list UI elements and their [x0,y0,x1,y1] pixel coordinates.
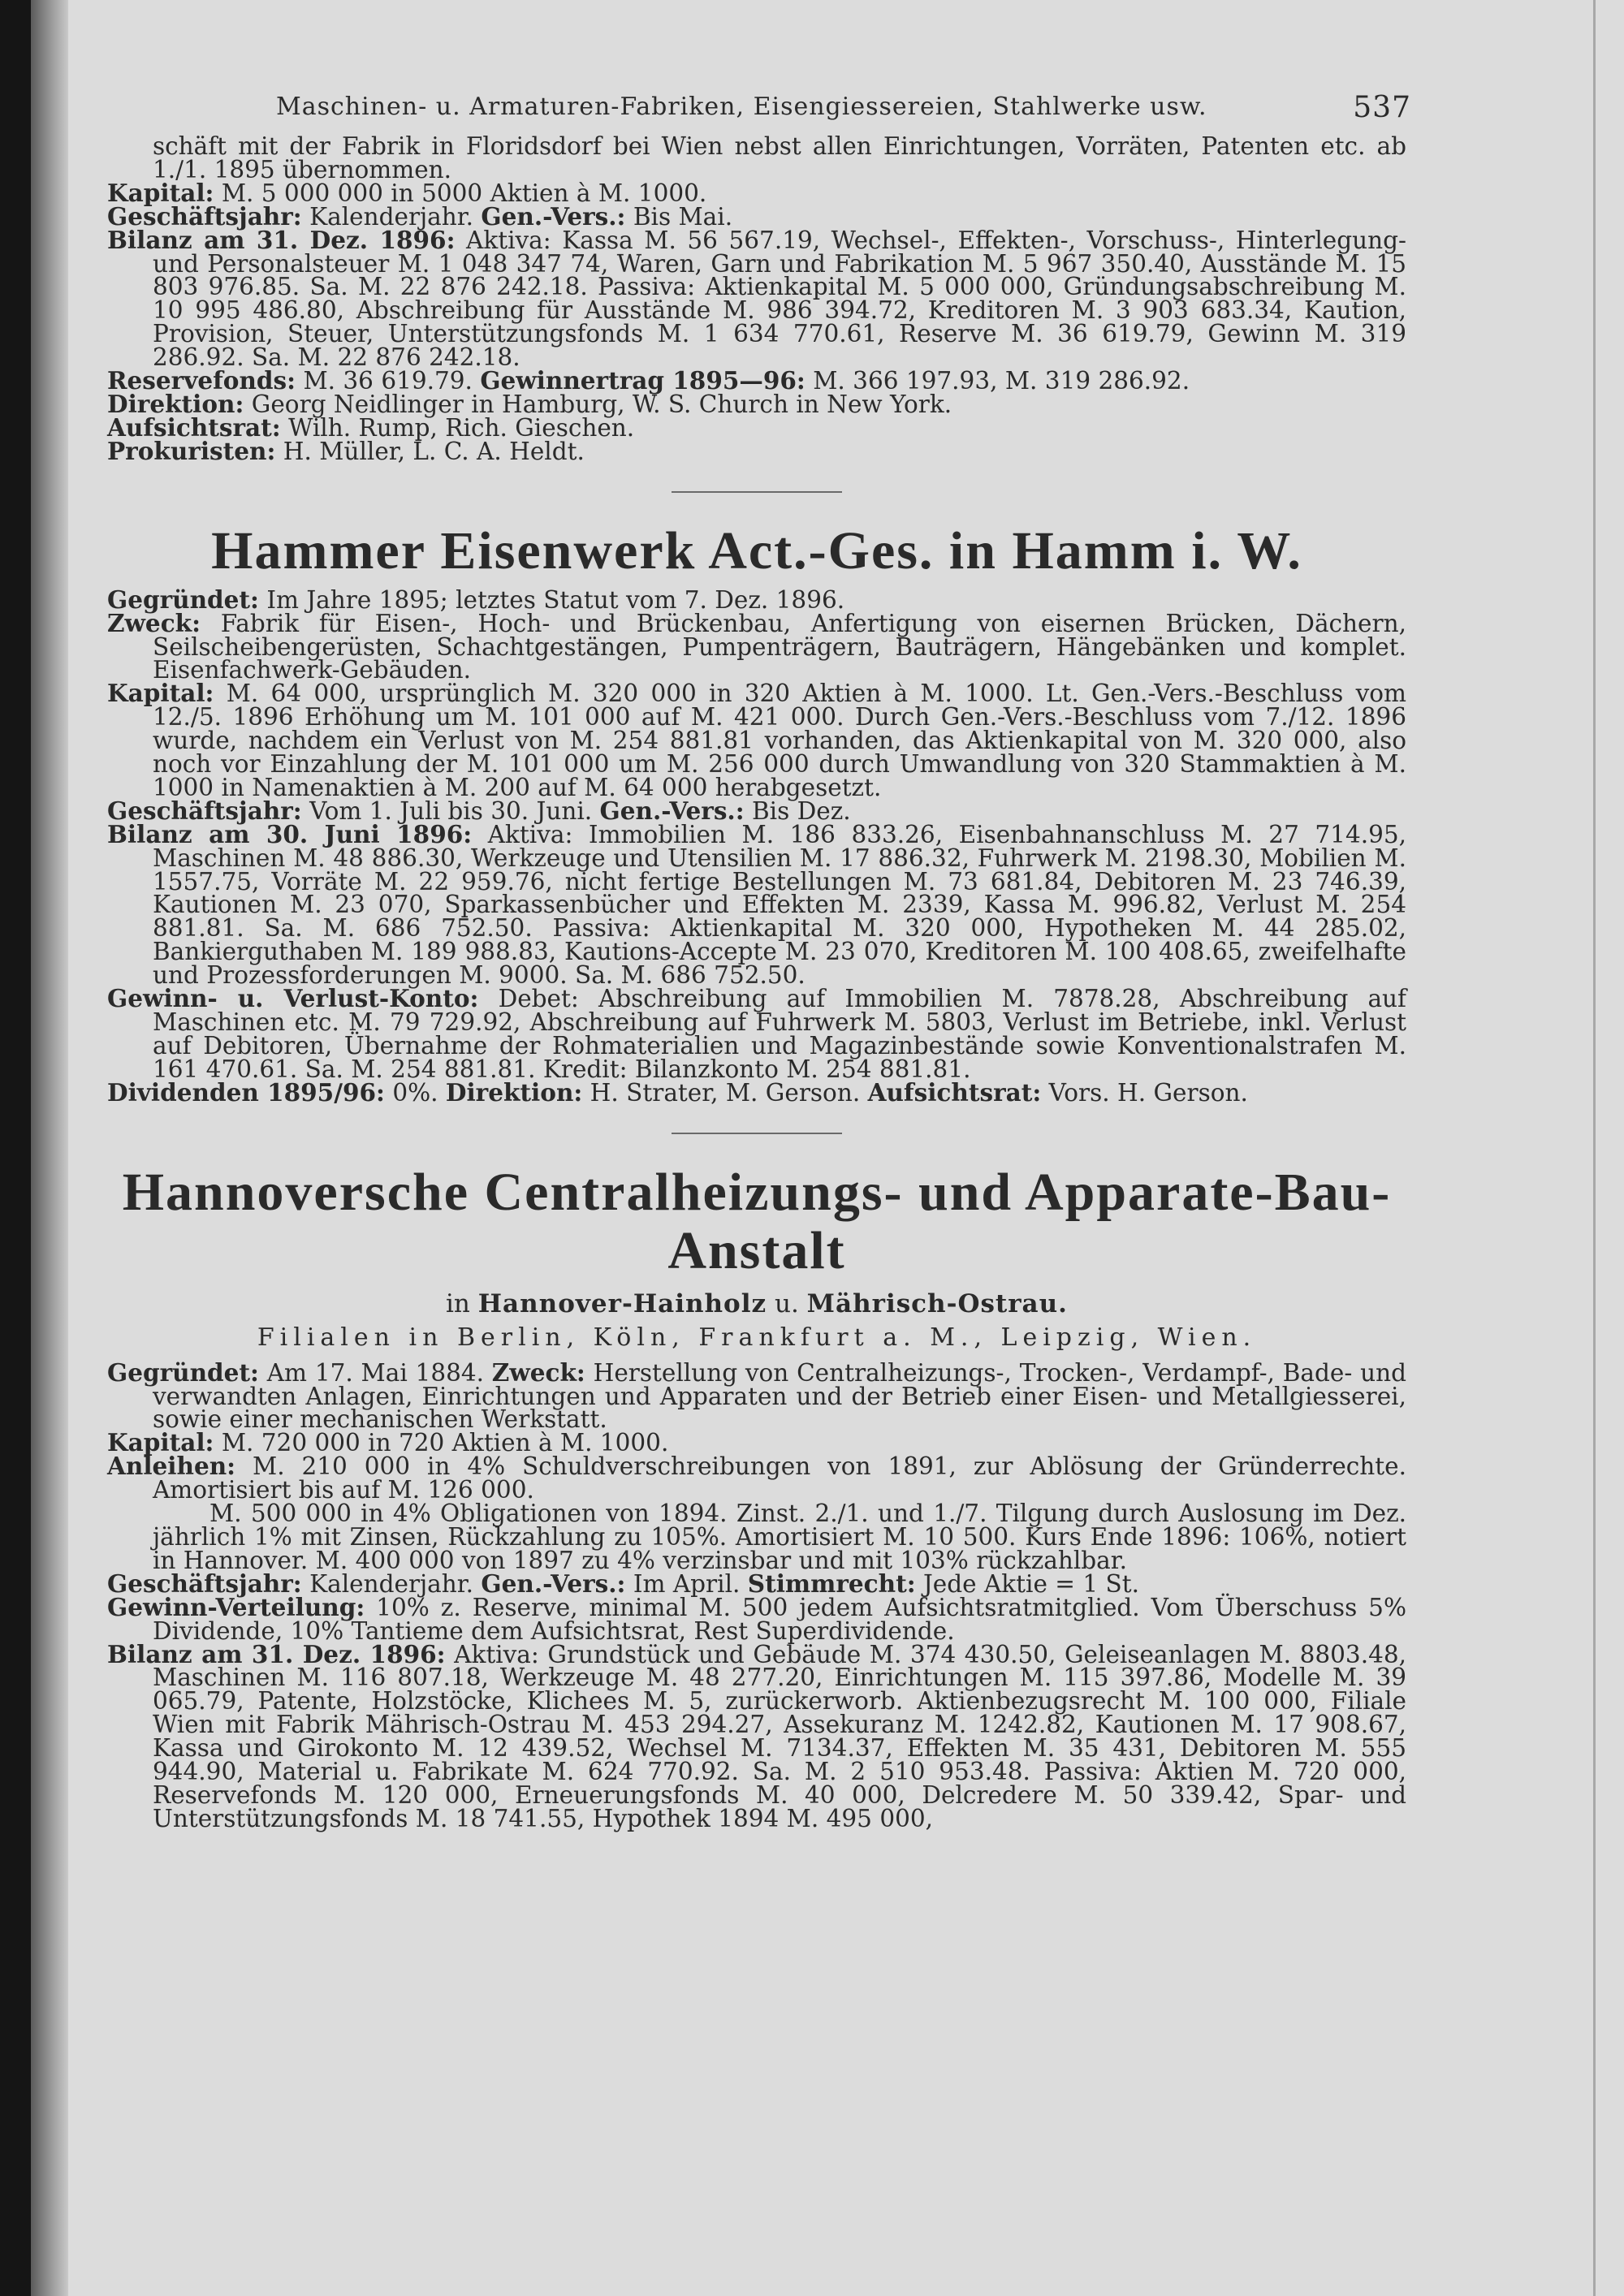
prev-geschaeftsjahr: Geschäftsjahr: Kalenderjahr. Gen.-Vers.: Bis Mai. [107,201,733,231]
hann-gewinnverteilung: Gewinn-Verteilung: 10% z. Reserve, minimal M. 500 jedem Aufsichtsratmitglied. Vom Überschuss 5% Dividende, 10% Tantieme dem Aufsichtsrat, Rest Superdividende. [107,1592,1406,1645]
page-edge [1593,0,1596,2296]
hammer-dividenden: Dividenden 1895/96: 0%. Direktion: H. Strater, M. Gerson. Aufsichtsrat: Vors. H. Gerson. [107,1077,1248,1107]
company-location: in Hannover-Hainholz u. Mährisch-Ostrau. [446,1288,1068,1318]
page-number: 537 [1353,91,1411,124]
prev-kapital: Kapital: M. 5 000 000 in 5000 Aktien à M. 1000. [107,178,707,207]
hammer-kapital: Kapital: M. 64 000, ursprünglich M. 320 000 in 320 Aktien à M. 1000. Lt. Gen.-Vers.-Beschluss vom 12./5. 1896 Erhöhung um M. 101 000 auf M. 421 000. Durch Gen.-Vers.-Beschluss vom 7./12. 1896 wurde, nachdem ein Verlust von M. 254 881.81 vorhanden, das Aktienkapital von M. 320 000, also noch vor Einzahlung der M. 101 000 um M. 256 000 durch Umwandlung von 320 Stammaktien à M. 1000 in Namenaktien à M. 200 auf M. 64 000 herabgesetzt. [107,679,1406,801]
hammer-gv-konto: Gewinn- u. Verlust-Konto: Debet: Abschreibung auf Immobilien M. 7878.28, Abschreibung auf Maschinen etc. M. 79 729.92, Abschreibung auf Fuhrwerk M. 5803, Verlust im Betriebe, inkl. Verlust auf Debitoren, Übernahme der Rohmaterialien und Magazinbestände sowie Konventionalstrafen M. 161 470.61. Sa. M. 254 881.81. Kredit: Bilanzkonto M. 254 881.81. [107,984,1406,1083]
prev-direktion: Direktion: Georg Neidlinger in Hamburg, W. S. Church in New York. [107,389,952,418]
company-title: Hannoversche Centralheizungs- und Apparate-Bau-Anstalt [122,1162,1392,1280]
prev-bilanz: Bilanz am 31. Dez. 1896: Aktiva: Kassa M. 56 567.19, Wechsel-, Effekten-, Vorschuss-, Hinterlegung- und Personalsteuer M. 1 048 347 74, Waren, Garn und Fabrikation M. 5 967 350.40, Ausstände M. 15 803 976.85. Sa. M. 22 876 242.18. Passiva: Aktienkapital M. 5 000 000, Gründungsabschreibung M. 10 995 486.80, Abschreibung für Ausstände M. 986 394.72, Kreditoren M. 3 903 683.34, Kaution, Provision, Steuer, Unterstützungsfonds M. 1 634 770.61, Reserve M. 36 619.79, Gewinn M. 319 286.92. Sa. M. 22 876 242.18. [107,225,1407,372]
company-branches: Filialen in Berlin, Köln, Frankfurt a. M., Leipzig, Wien. [257,1323,1257,1352]
hammer-zweck: Zweck: Fabrik für Eisen-, Hoch- und Brückenbau, Anfertigung von eisernen Brücken, Dächern, Seilscheibengerüsten, Schachtgestängen, Pumpenträgern, Bauträgern, Hängebänken und komplet. Eisenfachwerk-Gebäuden. [107,608,1406,684]
prev-prokuristen: Prokuristen: H. Müller, L. C. A. Heldt. [107,436,585,465]
hann-kapital: Kapital: M. 720 000 in 720 Aktien à M. 1000. [107,1428,669,1457]
scan-gutter [31,0,68,2296]
hann-geschaeftsjahr: Geschäftsjahr: Kalenderjahr. Gen.-Vers.: Im April. Stimmrecht: Jede Aktie = 1 St. [107,1569,1139,1598]
prev-intro: schäft mit der Fabrik in Floridsdorf bei Wien nebst allen Einrichtungen, Vorräten, Patenten etc. ab 1./1. 1895 übernommen. [153,132,1406,183]
prev-reservefonds: Reservefonds: M. 36 619.79. Gewinnertrag 1895—96: M. 366 197.93, M. 319 286.92. [107,366,1190,395]
hannover-entry [107,1163,1406,1831]
scan-shadow-left [0,0,31,2296]
hammer-bilanz: Bilanz am 30. Juni 1896: Aktiva: Immobilien M. 186 833.26, Eisenbahnanschluss M. 27 714.95, Maschinen M. 48 886.30, Werkzeuge und Utensilien M. 17 886.32, Fuhrwerk M. 2198.30, Mobilien M. 1557.75, Vorräte M. 22 959.76, nicht fertige Bestellungen M. 73 681.84, Debitoren M. 23 746.39, Kautionen M. 23 070, Sparkassenbücher und Effekten M. 2339, Kassa M. 996.82, Verlust M. 254 881.81. Sa. M. 686 752.50. Passiva: Aktienkapital M. 320 000, Hypotheken M. 44 285.02, Bankierguthaben M. 189 988.83, Kautions-Accepte M. 23 070, Kreditoren M. 100 408.65, zweifelhafte und Prozessforderungen M. 9000. Sa. M. 686 752.50. [107,819,1406,990]
hann-anleihen-2: M. 500 000 in 4% Obligationen von 1894. Zinst. 2./1. und 1./7. Tilgung durch Auslosung im Dez. jährlich 1% mit Zinsen, Rückzahlung zu 105%. Amortisiert M. 10 500. Kurs Ende 1896: 106%, notiert in Hannover. M. 400 000 von 1897 zu 4% verzinsbar und mit 103% rückzahlbar. [153,1500,1406,1574]
hann-gegruendet: Gegründet: Am 17. Mai 1884. Zweck: Herstellung von Centralheizungs-, Trocken-, Verdampf-, Bade- und verwandten Anlagen, Einrichtungen und Apparaten und der Betrieb einer Eisen- und Metallgiesserei, sowie einer mechanischen Werkstatt. [107,1357,1406,1434]
divider [672,491,842,493]
hammer-gegruendet: Gegründet: Im Jahre 1895; letztes Statut vom 7. Dez. 1896. [107,585,845,614]
prev-entry [107,132,1407,465]
hammer-entry [107,522,1406,1105]
hann-bilanz: Bilanz am 31. Dez. 1896: Aktiva: Grundstück und Gebäude M. 374 430.50, Geleiseanlagen M. 8803.48, Maschinen M. 116 807.18, Werkzeuge M. 48 277.20, Einrichtungen M. 115 397.86, Modelle M. 39 065.79, Patente, Holzstöcke, Klichees M. 5, zurückerworb. Aktienbezugsrecht M. 100 000, Filiale Wien mit Fabrik Mährisch-Ostrau M. 453 294.27, Assekuranz M. 1242.82, Kautionen M. 17 908.67, Kassa und Girokonto M. 12 439.52, Wechsel M. 7134.37, Effekten M. 35 431, Debitoren M. 555 944.90, Material u. Fabrikate M. 624 770.92. Sa. M. 2 510 953.48. Passiva: Aktien M. 720 000, Reservefonds M. 120 000, Erneuerungsfonds M. 40 000, Delcredere M. 50 339.42, Spar- und Unterstützungsfonds M. 18 741.55, Hypothek 1894 M. 495 000, [107,1639,1406,1832]
page-content [107,81,1411,1832]
hammer-geschaeftsjahr: Geschäftsjahr: Vom 1. Juli bis 30. Juni. Gen.-Vers.: Bis Dez. [107,796,851,825]
running-title: Maschinen- u. Armaturen-Fabriken, Eisengiessereien, Stahlwerke usw. [276,93,1207,121]
running-head [107,81,1411,135]
prev-aufsichtsrat: Aufsichtsrat: Wilh. Rump, Rich. Gieschen. [107,412,635,442]
company-title: Hammer Eisenwerk Act.-Ges. in Hamm i. W. [211,520,1302,580]
hann-anleihen: Anleihen: M. 210 000 in 4% Schuldverschreibungen von 1891, zur Ablösung der Gründerrechte. Amortisiert bis auf M. 126 000. [107,1452,1406,1504]
divider [672,1133,842,1134]
